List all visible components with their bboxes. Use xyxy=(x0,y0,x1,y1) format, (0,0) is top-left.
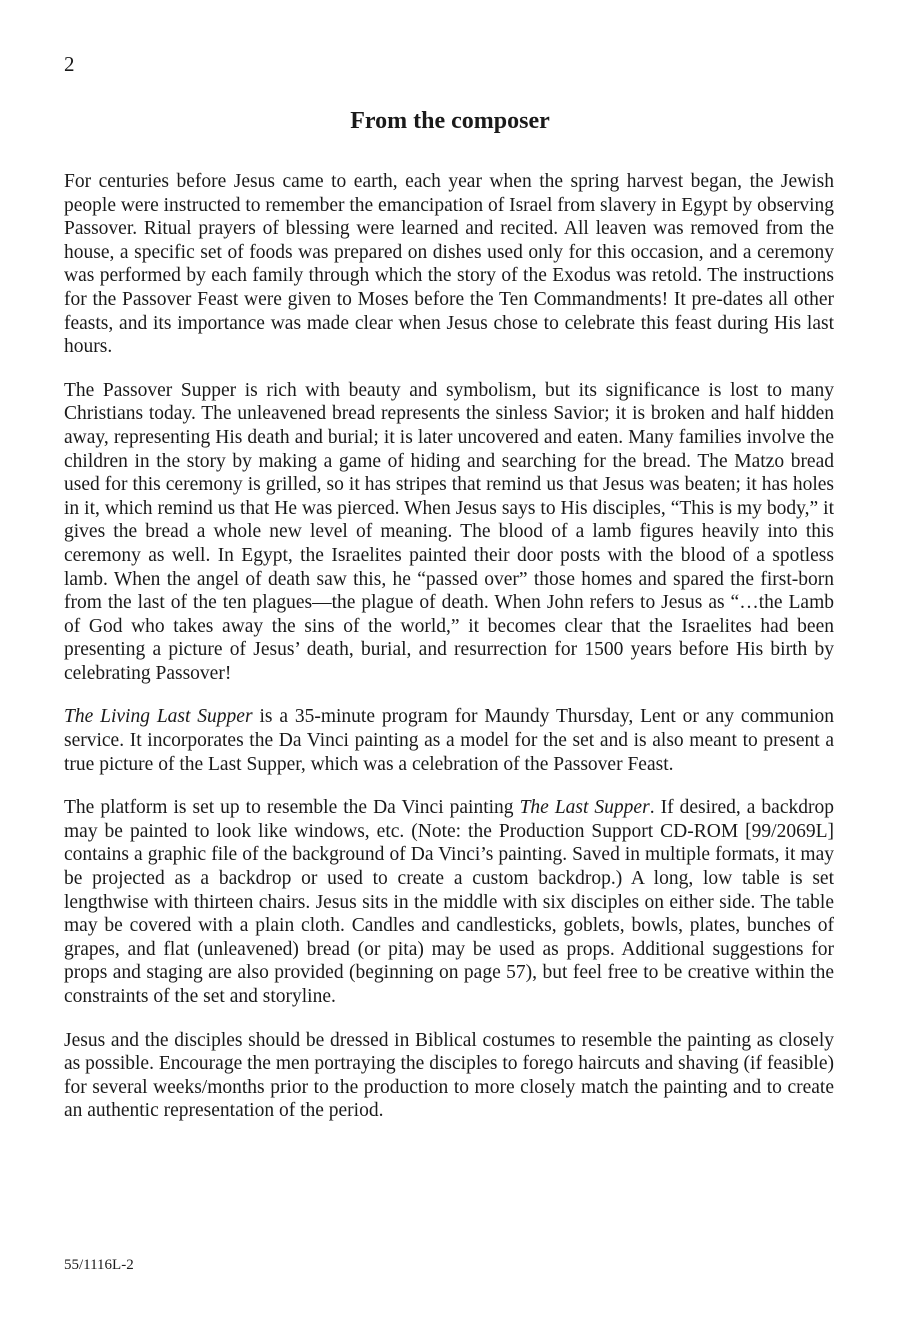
painting-title-italic: The Last Supper xyxy=(519,797,650,819)
paragraph-program-description xyxy=(64,705,834,776)
page-title: From the composer xyxy=(350,108,550,134)
platform-text-after: . If desired, a backdrop may be painted to look like windows, etc. (Note: the Production Support CD-ROM [99/2069L] contains a graphic file of the background of Da Vinci’s painting. Saved in multiple formats, it may be projected as a backdrop or used to create a custom backdrop.) A long, low table is set lengthwise with thirteen chairs. Jesus sits in the middle with six disciples on either side. The table may be covered with a plain cloth. Candles and candlesticks, goblets, bowls, plates, bunches of grapes, and flat (unleavened) bread (or pita) may be used as props. Additional suggestions for props and staging are also provided (beginning on page 57), but feel free to be creative within the constraints of the set and storyline. xyxy=(64,797,834,1007)
program-title-italic: The Living Last Supper xyxy=(64,706,253,728)
paragraph-platform-setup xyxy=(64,796,834,1008)
paragraph-costumes: Jesus and the disciples should be dressed in Biblical costumes to resemble the painting as closely as possible. Encourage the men portraying the disciples to forego haircuts and shaving (if feasible) for several weeks/months prior to the production to more closely match the painting and to create an authentic representation of the period. xyxy=(64,1029,834,1122)
page-number: 2 xyxy=(64,52,75,76)
program-description-text: is a 35-minute program for Maundy Thursday, Lent or any communion service. It incorporates the Da Vinci painting as a model for the set and is also meant to present a true picture of the Last Supper, which was a celebration of the Passover Feast. xyxy=(64,706,834,775)
footer-catalog-code: 55/1116L-2 xyxy=(64,1257,134,1273)
platform-text-before: The platform is set up to resemble the Da Vinci painting xyxy=(64,797,520,819)
body-text xyxy=(64,170,834,1143)
paragraph-passover-history: For centuries before Jesus came to earth, each year when the spring harvest began, the Jewish people were instructed to remember the emancipation of Israel from slavery in Egypt by observing Passover. Ritual prayers of blessing were learned and recited. All leaven was removed from the house, a specific set of foods was prepared on dishes used only for this occasion, and a ceremony was performed by each family through which the story of the Exodus was retold. The instructions for the Passover Feast were given to Moses before the Ten Commandments! It pre-dates all other feasts, and its importance was made clear when Jesus chose to celebrate this feast during His last hours. xyxy=(64,171,834,358)
paragraph-passover-symbolism: The Passover Supper is rich with beauty and symbolism, but its significance is lost to many Christians today. The unleavened bread represents the sinless Savior; it is broken and half hidden away, representing His death and burial; it is later uncovered and eaten. Many families involve the children in the story by making a game of hiding and searching for the bread. The Matzo bread used for this ceremony is grilled, so it has stripes that remind us that Jesus was beaten; it has holes in it, which remind us that He was pierced. When Jesus says to His disciples, “This is my body,” it gives the bread a whole new level of meaning. The blood of a lamb figures heavily into this ceremony as well. In Egypt, the Israelites painted their door posts with the blood of a spotless lamb. When the angel of death saw this, he “passed over” those homes and spared the first-born from the last of the ten plagues—the plague of death. When John refers to Jesus as “…the Lamb of God who takes away the sins of the world,” it becomes clear that the Israelites had been presenting a picture of Jesus’ death, burial, and resurrection for 1500 years before His birth by celebrating Passover! xyxy=(64,379,834,684)
